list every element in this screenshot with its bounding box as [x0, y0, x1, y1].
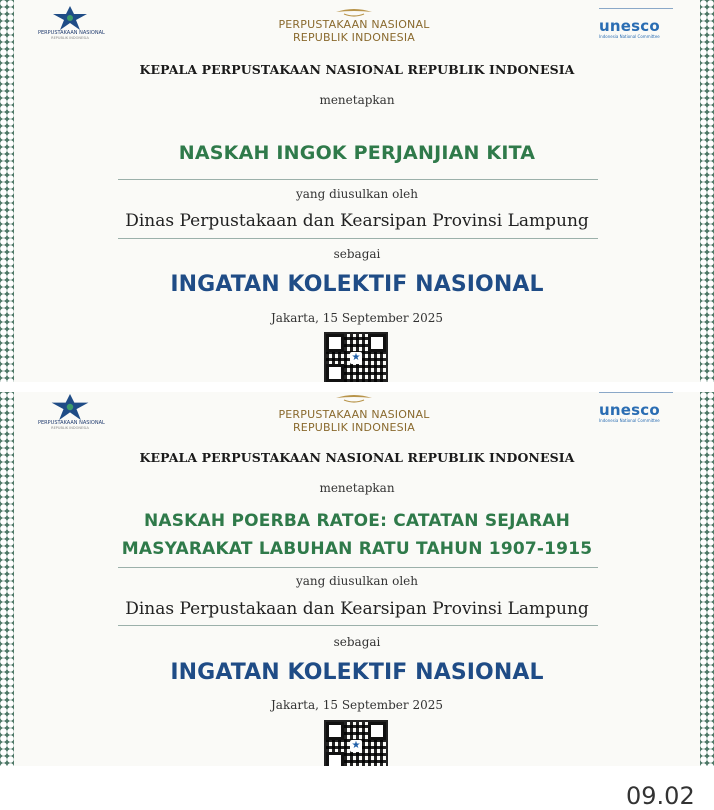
logo-subcaption: REPUBLIK INDONESIA: [51, 426, 89, 430]
certificate-heading: KEPALA PERPUSTAKAAN NASIONAL REPUBLIK INDONESIA: [139, 62, 575, 77]
divider: [118, 567, 598, 568]
star-logo-icon: [53, 6, 87, 30]
garuda-emblem-icon: [334, 394, 374, 404]
unesco-subtitle: Indonesia National Committee: [599, 34, 660, 39]
certificate-heading: KEPALA PERPUSTAKAAN NASIONAL REPUBLIK INDONESIA: [139, 450, 575, 465]
logo-caption: PERPUSTAKAAN NASIONAL: [38, 30, 105, 36]
sebagai-text: sebagai: [333, 635, 381, 649]
qr-star-icon: ★: [351, 740, 361, 751]
certificate-card: [0, 392, 714, 766]
status-time: 09.02: [626, 782, 695, 810]
perpusnas-logo: [38, 6, 105, 40]
designation-title: INGATAN KOLEKTIF NASIONAL: [170, 272, 544, 297]
center-name-line1: PERPUSTAKAAN NASIONAL: [278, 408, 430, 421]
divider: [118, 625, 598, 626]
center-emblem: [234, 394, 474, 434]
manuscript-title: NASKAH INGOK PERJANJIAN KITA: [178, 142, 536, 164]
menetapkan-text: menetapkan: [319, 93, 395, 107]
manuscript-title-line1: NASKAH POERBA RATOE: CATATAN SEJARAH: [143, 511, 571, 531]
unesco-temple-icon: [599, 8, 673, 19]
proposer-name: Dinas Perpustakaan dan Kearsipan Provinsi Lampung: [125, 211, 589, 231]
sebagai-text: sebagai: [333, 247, 381, 261]
unesco-logo: [599, 392, 673, 423]
divider: [118, 238, 598, 239]
center-name-line2: REPUBLIK INDONESIA: [292, 421, 416, 434]
garuda-emblem-icon: [334, 8, 374, 18]
unesco-wordmark: unesco: [599, 17, 660, 35]
proposer-name: Dinas Perpustakaan dan Kearsipan Provinsi Lampung: [125, 599, 589, 619]
unesco-logo: [599, 8, 673, 39]
qr-code: [324, 720, 388, 766]
designation-title: INGATAN KOLEKTIF NASIONAL: [170, 660, 544, 685]
unesco-wordmark: unesco: [599, 401, 660, 419]
place-date: Jakarta, 15 September 2025: [271, 311, 443, 325]
certificate-card: [0, 0, 714, 382]
center-name-line1: PERPUSTAKAAN NASIONAL: [278, 18, 430, 31]
proposed-by-text: yang diusulkan oleh: [296, 574, 418, 588]
divider: [118, 179, 598, 180]
perpusnas-logo: [38, 394, 105, 430]
menetapkan-text: menetapkan: [319, 481, 395, 495]
center-emblem: [234, 8, 474, 44]
qr-code: [324, 332, 388, 382]
logo-caption: PERPUSTAKAAN NASIONAL: [38, 420, 105, 426]
proposed-by-text: yang diusulkan oleh: [296, 187, 418, 201]
center-name-line2: REPUBLIK INDONESIA: [292, 31, 416, 44]
unesco-temple-icon: [599, 392, 673, 403]
qr-star-icon: ★: [351, 352, 361, 363]
star-logo-icon: [50, 394, 90, 420]
unesco-subtitle: Indonesia National Committee: [599, 418, 660, 423]
logo-subcaption: REPUBLIK INDONESIA: [51, 36, 89, 40]
manuscript-title-line2: MASYARAKAT LABUHAN RATU TAHUN 1907-1915: [121, 539, 593, 559]
place-date: Jakarta, 15 September 2025: [271, 698, 443, 712]
